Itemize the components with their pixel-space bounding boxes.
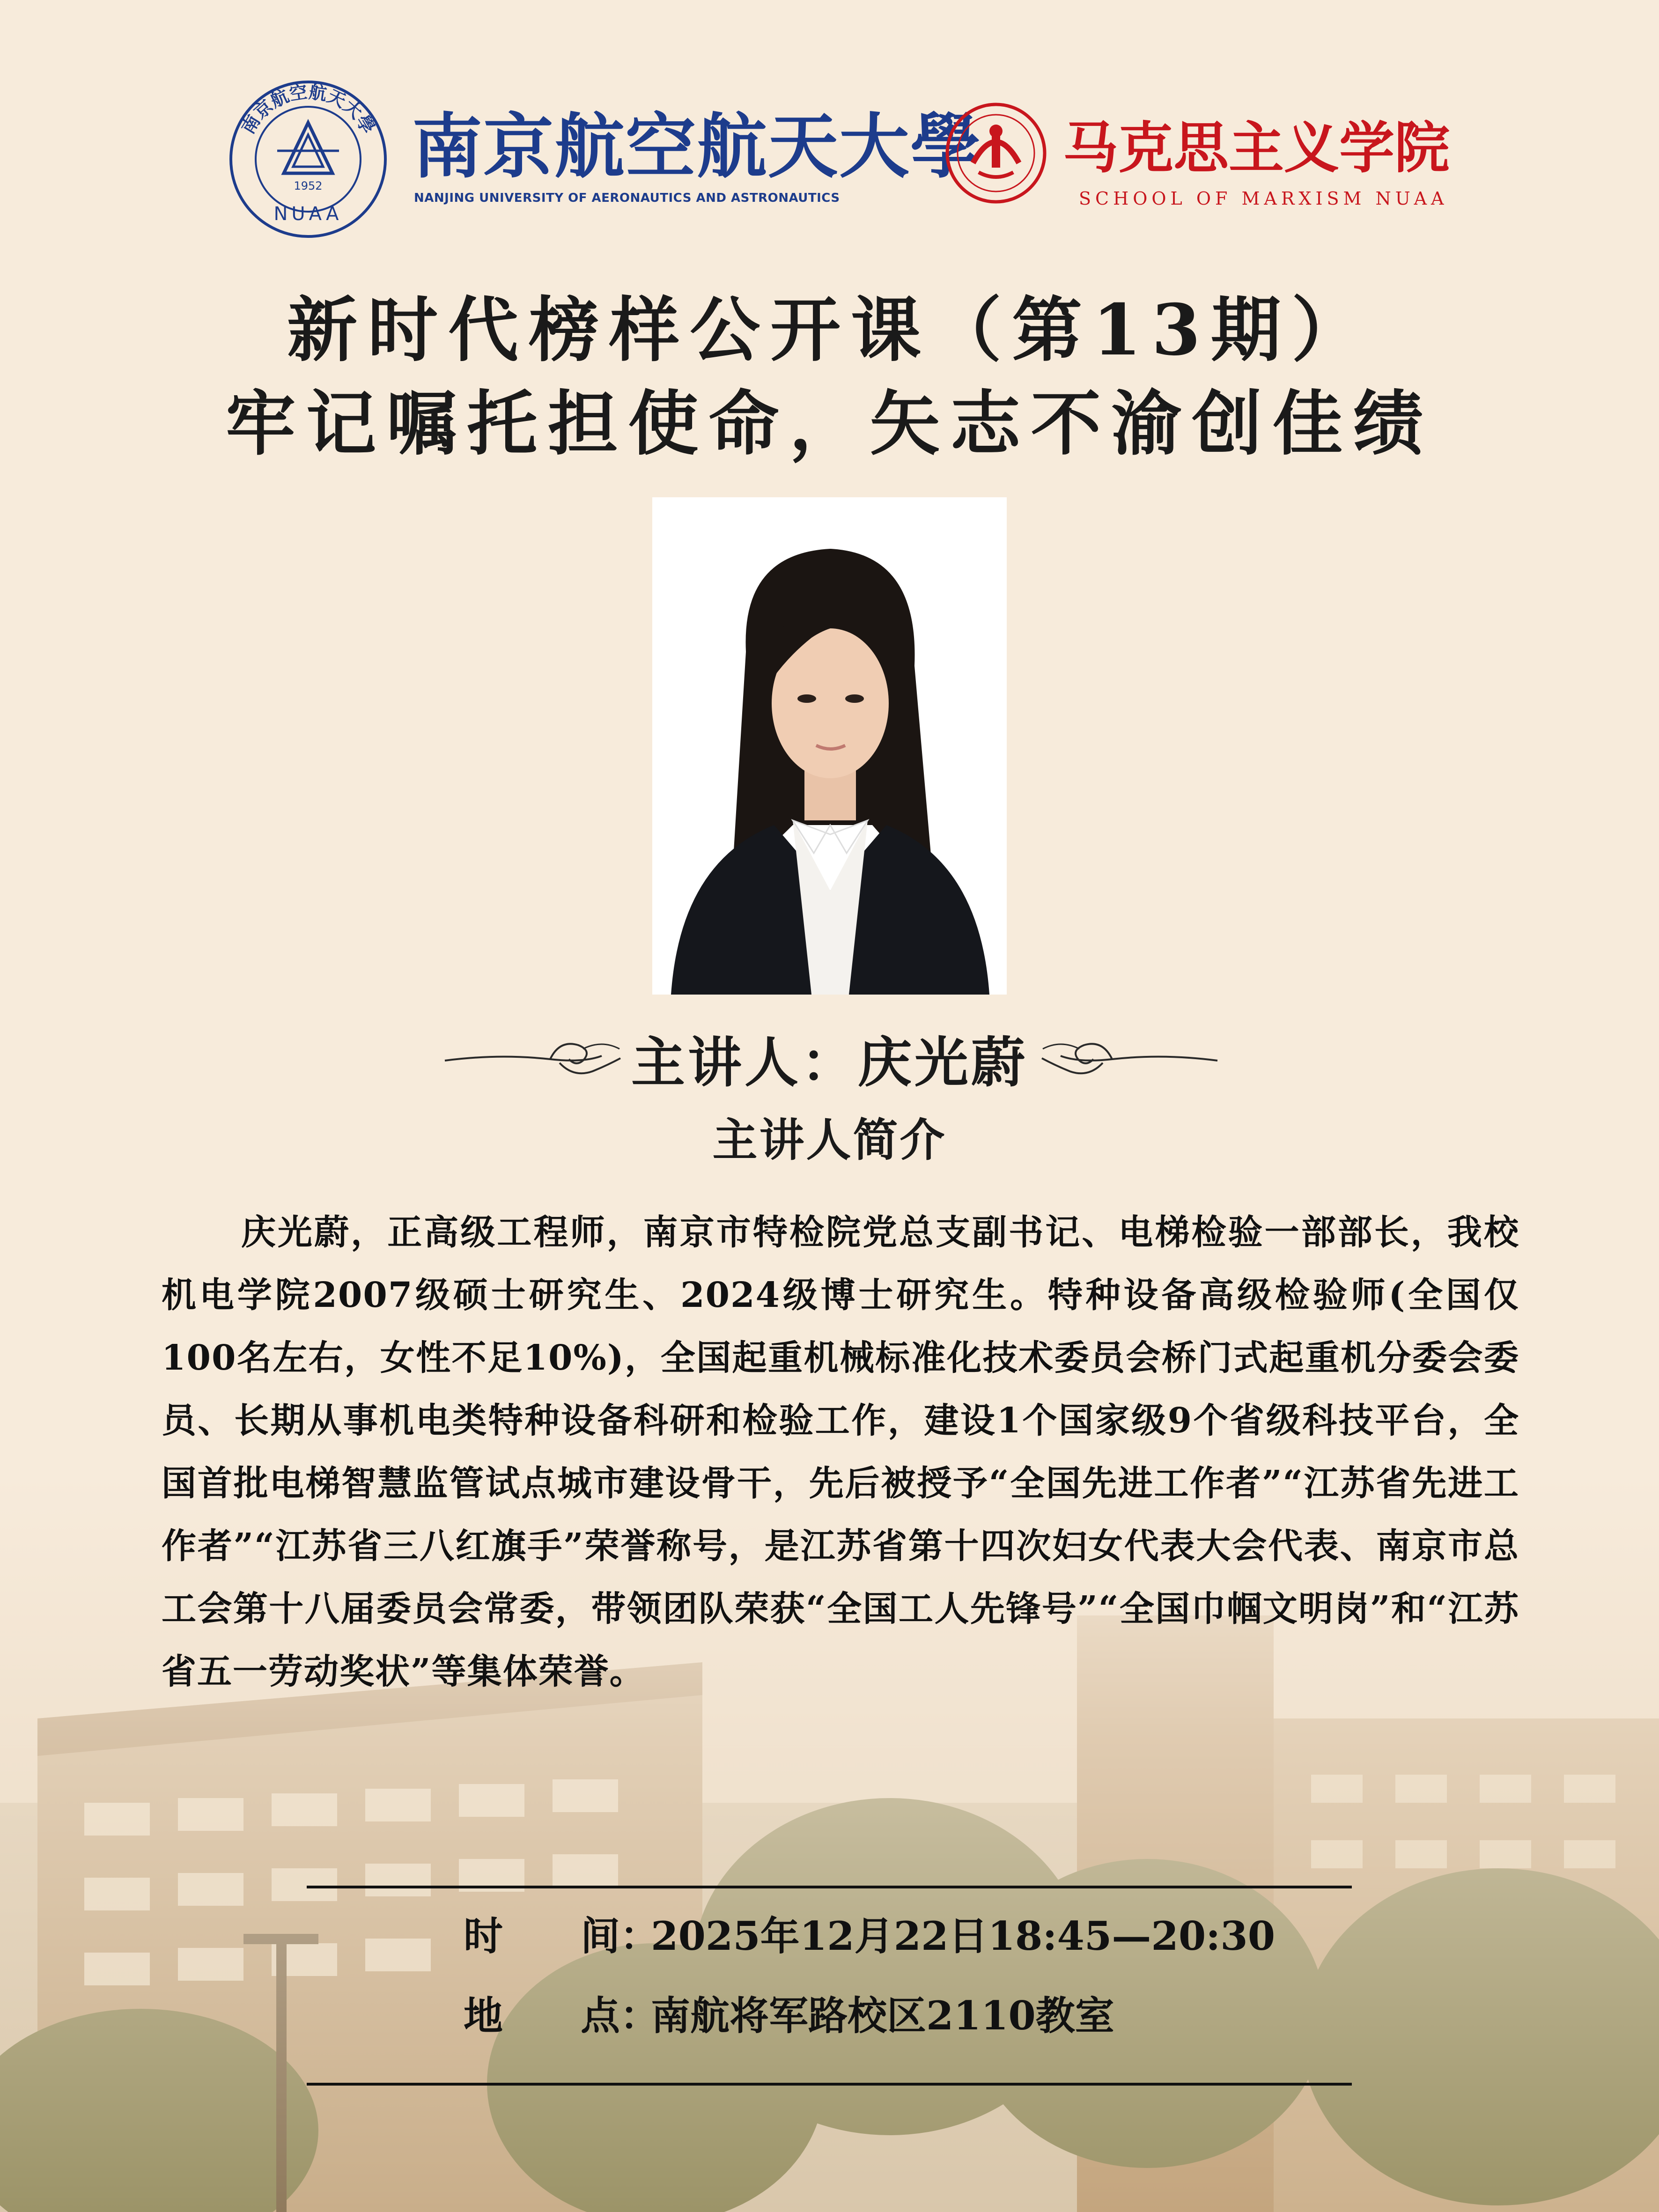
- svg-text:南京航空航天大學: [237, 81, 379, 137]
- ornamental-flourish-right-icon: [1037, 1035, 1220, 1082]
- speaker-name-line: 主讲人：庆光蔚: [631, 1031, 1028, 1094]
- event-time-row: [464, 1908, 1400, 1964]
- bio-paragraph: 庆光蔚，正高级工程师，南京市特检院党总支副书记、电梯检验一部部长，我校机电学院2007级硕士研究生、2024级博士研究生。特种设备高级检验师(全国仅100名左右，女性不足10%)，全国起重机械标准化技术委员会桥门式起重机分委会委员、长期从事机电类特种设备科研和检验工作，建设1个国家级9个省级科技平台，全国首批电梯智慧监管试点城市建设骨干，先后被授予“全国先进工作者”“江苏省先进工作者”“江苏省三八红旗手”荣誉称号，是江苏省第十四次妇女代表大会代表、南京市总工会第十八届委员会常委，带领团队荣获“全国工人先锋号”“全国巾帼文明岗”和“江苏省五一劳动奖状”等集体荣誉。: [162, 1212, 1519, 1692]
- event-time-label: [464, 1908, 660, 1964]
- poster-subtitle: 牢记嘱托担使命，矢志不渝创佳绩: [225, 383, 1434, 465]
- marxism-school-name-english: SCHOOL OF MARXISM NUAA: [1079, 188, 1448, 209]
- nuaa-seal-abbr: NUAA: [273, 203, 343, 225]
- nuaa-name-english: NANJING UNIVERSITY OF AERONAUTICS AND ASTRONAUTICS: [414, 191, 840, 205]
- bio-heading: 主讲人简介: [712, 1113, 947, 1166]
- nuaa-name-chinese: 南京航空航天大學: [412, 105, 982, 188]
- event-place-label: [464, 1988, 660, 2044]
- event-time-value: 2025年12月22日18:45—20:30: [651, 1913, 1276, 1959]
- event-place-value: 南航将军路校区2110教室: [651, 1992, 1114, 2039]
- event-time-label-second: 间：: [581, 1913, 660, 1959]
- nuaa-seal-text: 南京航空航天大學: [237, 81, 379, 138]
- divider-bottom: [307, 2083, 1352, 2086]
- divider-top: [307, 1886, 1352, 1888]
- nuaa-seal-icon: [229, 80, 388, 239]
- nuaa-seal-year: 1952: [294, 179, 323, 192]
- marxism-school-seal-icon: [945, 102, 1047, 204]
- event-place-row: [464, 1988, 1400, 2044]
- poster-title: 新时代榜样公开课（第13期）: [287, 289, 1372, 371]
- speaker-portrait: [652, 497, 1007, 995]
- event-place-label-second: 点：: [581, 1992, 660, 2039]
- event-place-label-first: 地: [464, 1992, 503, 2039]
- marxism-school-name-chinese: 马克思主义学院: [1063, 116, 1450, 180]
- event-time-label-first: 时: [464, 1913, 503, 1959]
